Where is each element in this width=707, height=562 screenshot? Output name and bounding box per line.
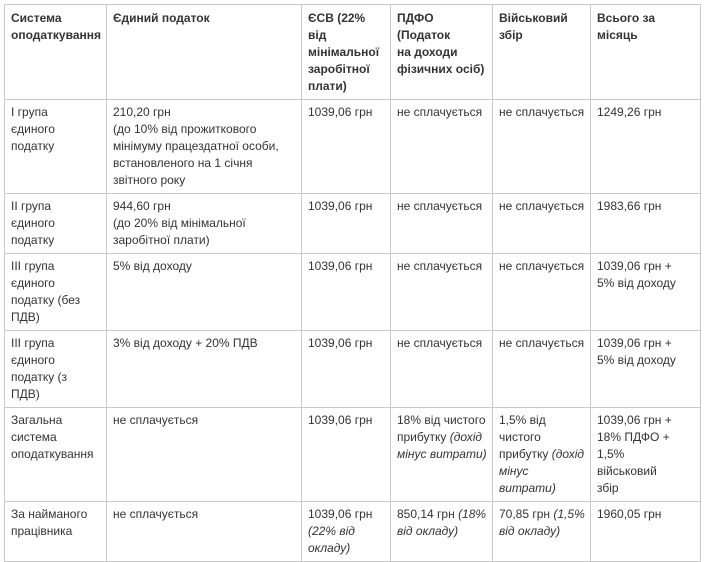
cell-note: (18% від окладу) [397,507,487,538]
cell-text: Загальна [11,413,63,427]
cell-text: не сплачується [499,259,585,273]
cell-text: система [11,430,57,444]
cell-text: 1039,06 грн [308,259,373,273]
header-text: ЄСВ (22% від [308,11,366,42]
header-text: плати) [308,79,347,93]
header-text: Всього за [597,11,656,25]
cell-text: не сплачується [113,413,199,427]
cell-text: встановленого на 1 січня [113,156,253,170]
cell-text: ІІІ група [11,336,55,350]
cell-pdfo [391,100,493,194]
cell-text: не сплачується [397,336,483,350]
cell-pdfo [391,408,493,502]
cell-text: 1983,66 грн [597,199,662,213]
cell-text: ПДВ) [11,310,40,324]
cell-text: 1,5% від чистого прибутку [499,413,549,461]
cell-tax-system [5,194,107,254]
cell-text: 5% від доходу [597,353,676,367]
cell-note: (22% від окладу) [308,524,355,555]
cell-text: (до 20% від мінімальної [113,216,246,230]
cell-esv [302,100,391,194]
header-single-tax [107,5,302,100]
cell-text: оподаткування [11,447,94,461]
cell-text: 944,60 грн [113,199,171,213]
cell-text: 210,20 грн [113,105,171,119]
cell-text: податку (без [11,293,81,307]
header-monthly-total [591,5,701,100]
cell-text: 1039,06 грн [308,413,373,427]
cell-esv [302,194,391,254]
cell-tax-system [5,331,107,408]
cell-text: (до 10% від прожиткового [113,122,257,136]
cell-text: 3% від доходу + 20% ПДВ [113,336,258,350]
cell-monthly-total [591,331,701,408]
cell-note: (1,5% від окладу) [499,507,585,538]
header-text: заробітної [308,62,370,76]
cell-monthly-total [591,194,701,254]
tax-comparison-table [4,4,701,562]
cell-monthly-total [591,100,701,194]
cell-text: не сплачується [499,199,585,213]
header-text: місяць [597,28,638,42]
table-row-hired-employee [5,502,701,562]
cell-text: не сплачується [499,336,585,350]
table-row-general-system [5,408,701,502]
cell-text: За найманого [11,507,88,521]
cell-text: заробітної плати) [113,233,210,247]
cell-pdfo [391,331,493,408]
header-text: на доходи [397,45,458,59]
header-military-levy [493,5,591,100]
table-row-group-1 [5,100,701,194]
cell-text: ІІІ група [11,259,55,273]
cell-text: 1039,06 грн + [597,259,672,273]
cell-esv [302,254,391,331]
cell-text: працівника [11,524,73,538]
cell-text: мінімуму працездатної особи, [113,139,279,153]
cell-military-levy [493,408,591,502]
header-text: Військовий [499,11,568,25]
cell-tax-system [5,502,107,562]
cell-pdfo [391,194,493,254]
cell-note: (дохід мінус витрати) [397,430,487,461]
table-row-group-3-with-vat [5,331,701,408]
cell-text: не сплачується [113,507,199,521]
cell-military-levy [493,194,591,254]
cell-text: податку (з [11,370,68,384]
cell-text: 1039,06 грн [308,507,373,521]
header-text: збір [499,28,523,42]
cell-single-tax [107,194,302,254]
header-text: мінімальної [308,45,380,59]
header-text: Єдиний податок [113,11,210,25]
cell-text: єдиного [11,122,55,136]
cell-text: єдиного [11,216,55,230]
cell-text: 70,85 грн [499,507,551,521]
cell-text: єдиного [11,353,55,367]
cell-monthly-total [591,408,701,502]
cell-text: військовий [597,464,657,478]
header-pdfo [391,5,493,100]
cell-text: не сплачується [397,199,483,213]
cell-tax-system [5,100,107,194]
cell-text: І група [11,105,48,119]
header-tax-system [5,5,107,100]
table-row-group-2 [5,194,701,254]
cell-pdfo [391,254,493,331]
cell-tax-system [5,408,107,502]
cell-text: збір [597,481,619,495]
cell-text: 850,14 грн [397,507,455,521]
cell-military-levy [493,502,591,562]
header-esv [302,5,391,100]
cell-monthly-total [591,502,701,562]
cell-esv [302,502,391,562]
cell-single-tax [107,254,302,331]
cell-text: 1039,06 грн [308,336,373,350]
cell-text: податку [11,139,55,153]
cell-text: 5% від доходу [597,276,676,290]
cell-note: (дохід мінус витрати) [499,447,585,495]
cell-text: ПДВ) [11,387,40,401]
cell-military-levy [493,254,591,331]
cell-military-levy [493,100,591,194]
header-text: оподаткування [11,28,101,42]
cell-text: 18% від чистого прибутку [397,413,486,444]
cell-text: 18% ПДФО + [597,430,670,444]
cell-text: звітного року [113,173,186,187]
header-text: фізичних осіб) [397,62,485,76]
cell-tax-system [5,254,107,331]
cell-text: податку [11,233,55,247]
header-text: Система [11,11,62,25]
cell-text: 1039,06 грн + [597,413,672,427]
cell-text: 1,5% [597,447,625,461]
header-text: ПДФО (Податок [397,11,451,42]
cell-text: 5% від доходу [113,259,192,273]
cell-military-levy [493,331,591,408]
cell-text: ІІ група [11,199,52,213]
cell-text: 1249,26 грн [597,105,662,119]
table-header-row [5,5,701,100]
cell-single-tax [107,100,302,194]
cell-text: не сплачується [499,105,585,119]
cell-monthly-total [591,254,701,331]
cell-single-tax [107,502,302,562]
cell-text: єдиного [11,276,55,290]
table-row-group-3-no-vat [5,254,701,331]
cell-text: 1960,05 грн [597,507,662,521]
cell-pdfo [391,502,493,562]
cell-single-tax [107,331,302,408]
cell-text: 1039,06 грн [308,199,373,213]
cell-text: 1039,06 грн + [597,336,672,350]
cell-text: 1039,06 грн [308,105,373,119]
cell-text: не сплачується [397,259,483,273]
cell-single-tax [107,408,302,502]
cell-esv [302,331,391,408]
cell-text: не сплачується [397,105,483,119]
cell-esv [302,408,391,502]
